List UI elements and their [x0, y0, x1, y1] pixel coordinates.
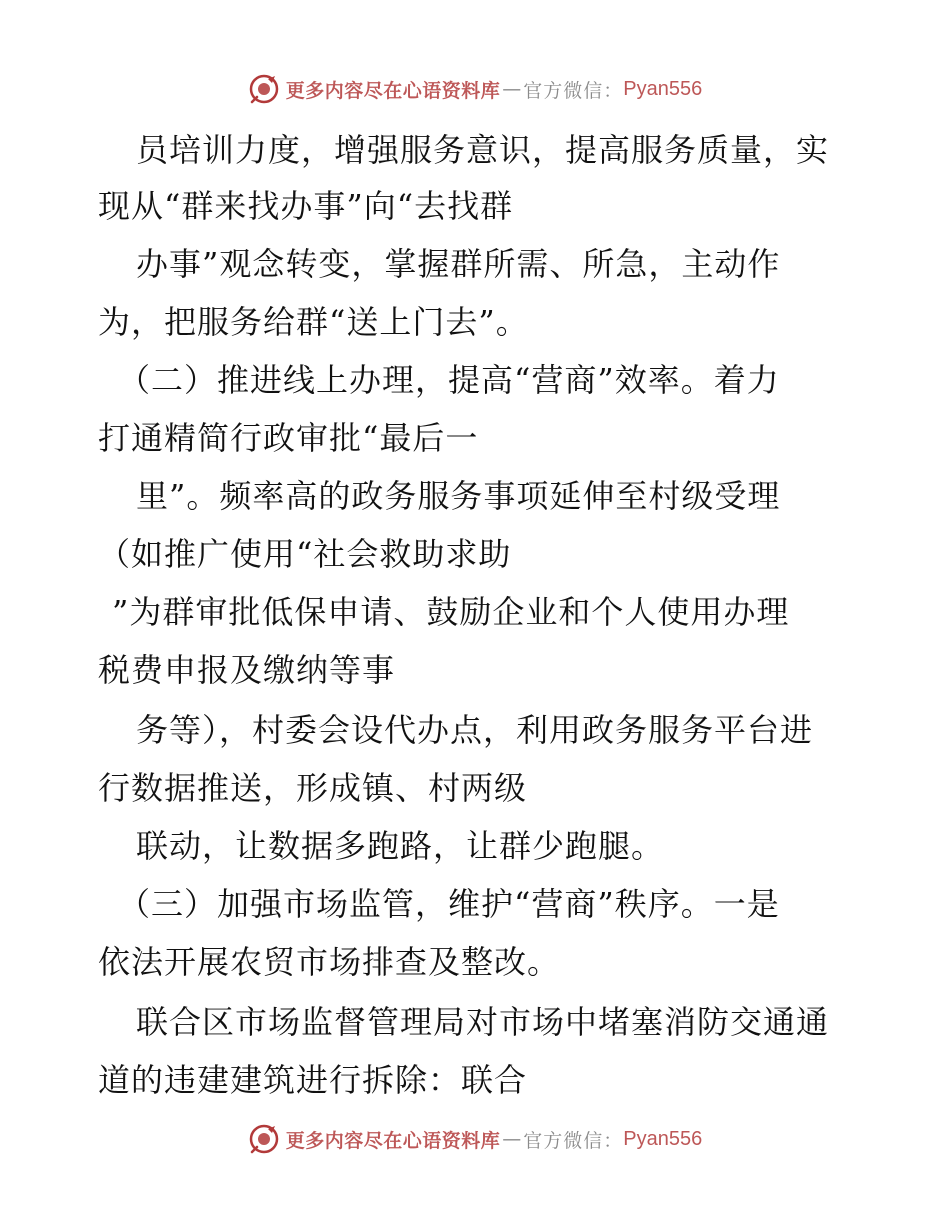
watermark-title: 更多内容尽在心语资料库: [285, 1129, 501, 1152]
text-line: 道的违建建筑进行拆除：联合: [98, 1061, 528, 1099]
text-line: （二）推进线上办理，提高“营商”效率。着力: [118, 361, 780, 399]
pen-logo-icon: [248, 73, 280, 105]
text-line: 现从“群来找办事”向“去找群: [98, 187, 514, 225]
text-line: 办事”观念转变，掌握群所需、所急，主动作: [136, 245, 781, 283]
text-line: 里”。频率高的政务服务事项延伸至村级受理: [136, 477, 781, 515]
header-watermark: [0, 72, 950, 106]
watermark-official-label: 官方微信：: [523, 1129, 624, 1152]
watermark-separator: —: [502, 78, 522, 100]
text-line: 联合区市场监督管理局对市场中堵塞消防交通通: [136, 1003, 830, 1041]
pen-logo-icon: [248, 1123, 280, 1155]
text-line: ”为群审批低保申请、鼓励企业和个人使用办理: [112, 593, 790, 631]
text-line: （三）加强市场监管，维护“营商”秩序。一是: [118, 885, 780, 923]
watermark-wechat-id: Pyan556: [623, 77, 703, 100]
text-line: 务等），村委会设代办点，利用政务服务平台进: [136, 711, 814, 749]
text-line: （如推广使用“社会救助求助: [98, 535, 512, 573]
watermark-wechat-id: Pyan556: [623, 1127, 703, 1150]
text-line: 联动，让数据多跑路，让群少跑腿。: [136, 827, 665, 865]
watermark-title: 更多内容尽在心语资料库: [285, 79, 501, 102]
text-line: 打通精简行政审批“最后一: [98, 419, 479, 457]
watermark-official-label: 官方微信：: [523, 79, 624, 102]
text-line: 依法开展农贸市场排查及整改。: [98, 943, 561, 981]
text-line: 员培训力度，增强服务意识，提高服务质量，实: [136, 131, 830, 169]
text-line: 为，把服务给群“送上门去”。: [98, 303, 529, 341]
watermark-separator: —: [502, 1128, 522, 1150]
text-line: 税费申报及缴纳等事: [98, 651, 396, 689]
footer-watermark: [0, 1122, 950, 1156]
text-line: 行数据推送，形成镇、村两级: [98, 769, 528, 807]
